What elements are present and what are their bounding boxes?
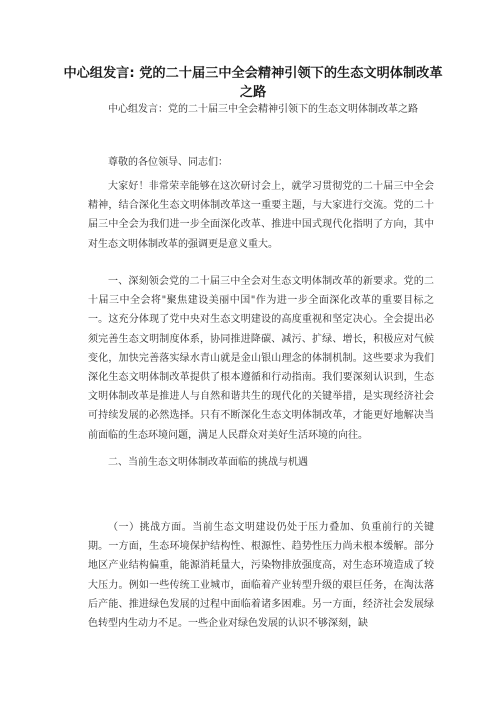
intro-paragraph: 大家好！非常荣幸能够在这次研讨会上，就学习贯彻党的二十届三中全会精神，结合深化生态文明体制改革这一重要主题，与大家进行交流。党的二十届三中全会为我们进一步全面深化改革、推进中国式现代化指明了方向，其中对生态文明体制改革的强调更是意义重大。 [88,181,434,250]
greeting-paragraph: 尊敬的各位领导、同志们： [108,157,228,168]
document-subtitle: 中心组发言：党的二十届三中全会精神引领下的生态文明体制改革之路 [108,104,418,115]
section-2-challenges-paragraph: （一）挑战方面。当前生态文明建设仍处于压力叠加、负重前行的关键期。一方面，生态环境保护结构性、根源性、趋势性压力尚未根本缓解。部分地区产业结构偏重，能源消耗量大，污染物排放强度高，对生态环境造成了较大压力。例如一些传统工业城市，面临着产业转型升级的艰巨任务，在淘汰落后产能、推进绿色发展的过程中面临着诸多困难。另一方面，经济社会发展绿色转型内生动力不足。一些企业对绿色发展的认识不够深刻，缺 [88,522,434,630]
document-title: 中心组发言: 党的二十届三中全会精神引领下的生态文明体制改革之路 [63,66,443,100]
section-1-paragraph: 一、深刻领会党的二十届三中全会对生态文明体制改革的新要求。党的二十届三中全会将"聚焦建设美丽中国"作为进一步全面深化改革的重要目标之一。这充分体现了党中央对生态文明建设的高度重视和坚定决心。全会提出必须完善生态文明制度体系，协同推进降碳、减污、扩绿、增长，积极应对气候变化，加快完善落实绿水青山就是金山银山理念的体制机制。这些要求为我们深化生态文明体制改革提供了根本遵循和行动指南。我们要深刻认识到，生态文明体制改革是推进人与自然和谐共生的现代化的关键举措，是实现经济社会可持续发展的必然选择。只有不断深化生态文明体制改革，才能更好地解决当前面临的生态环境问题，满足人民群众对美好生活环境的向往。 [88,276,434,441]
section-2-heading: 二、当前生态文明体制改革面临的挑战与机遇 [108,457,308,468]
